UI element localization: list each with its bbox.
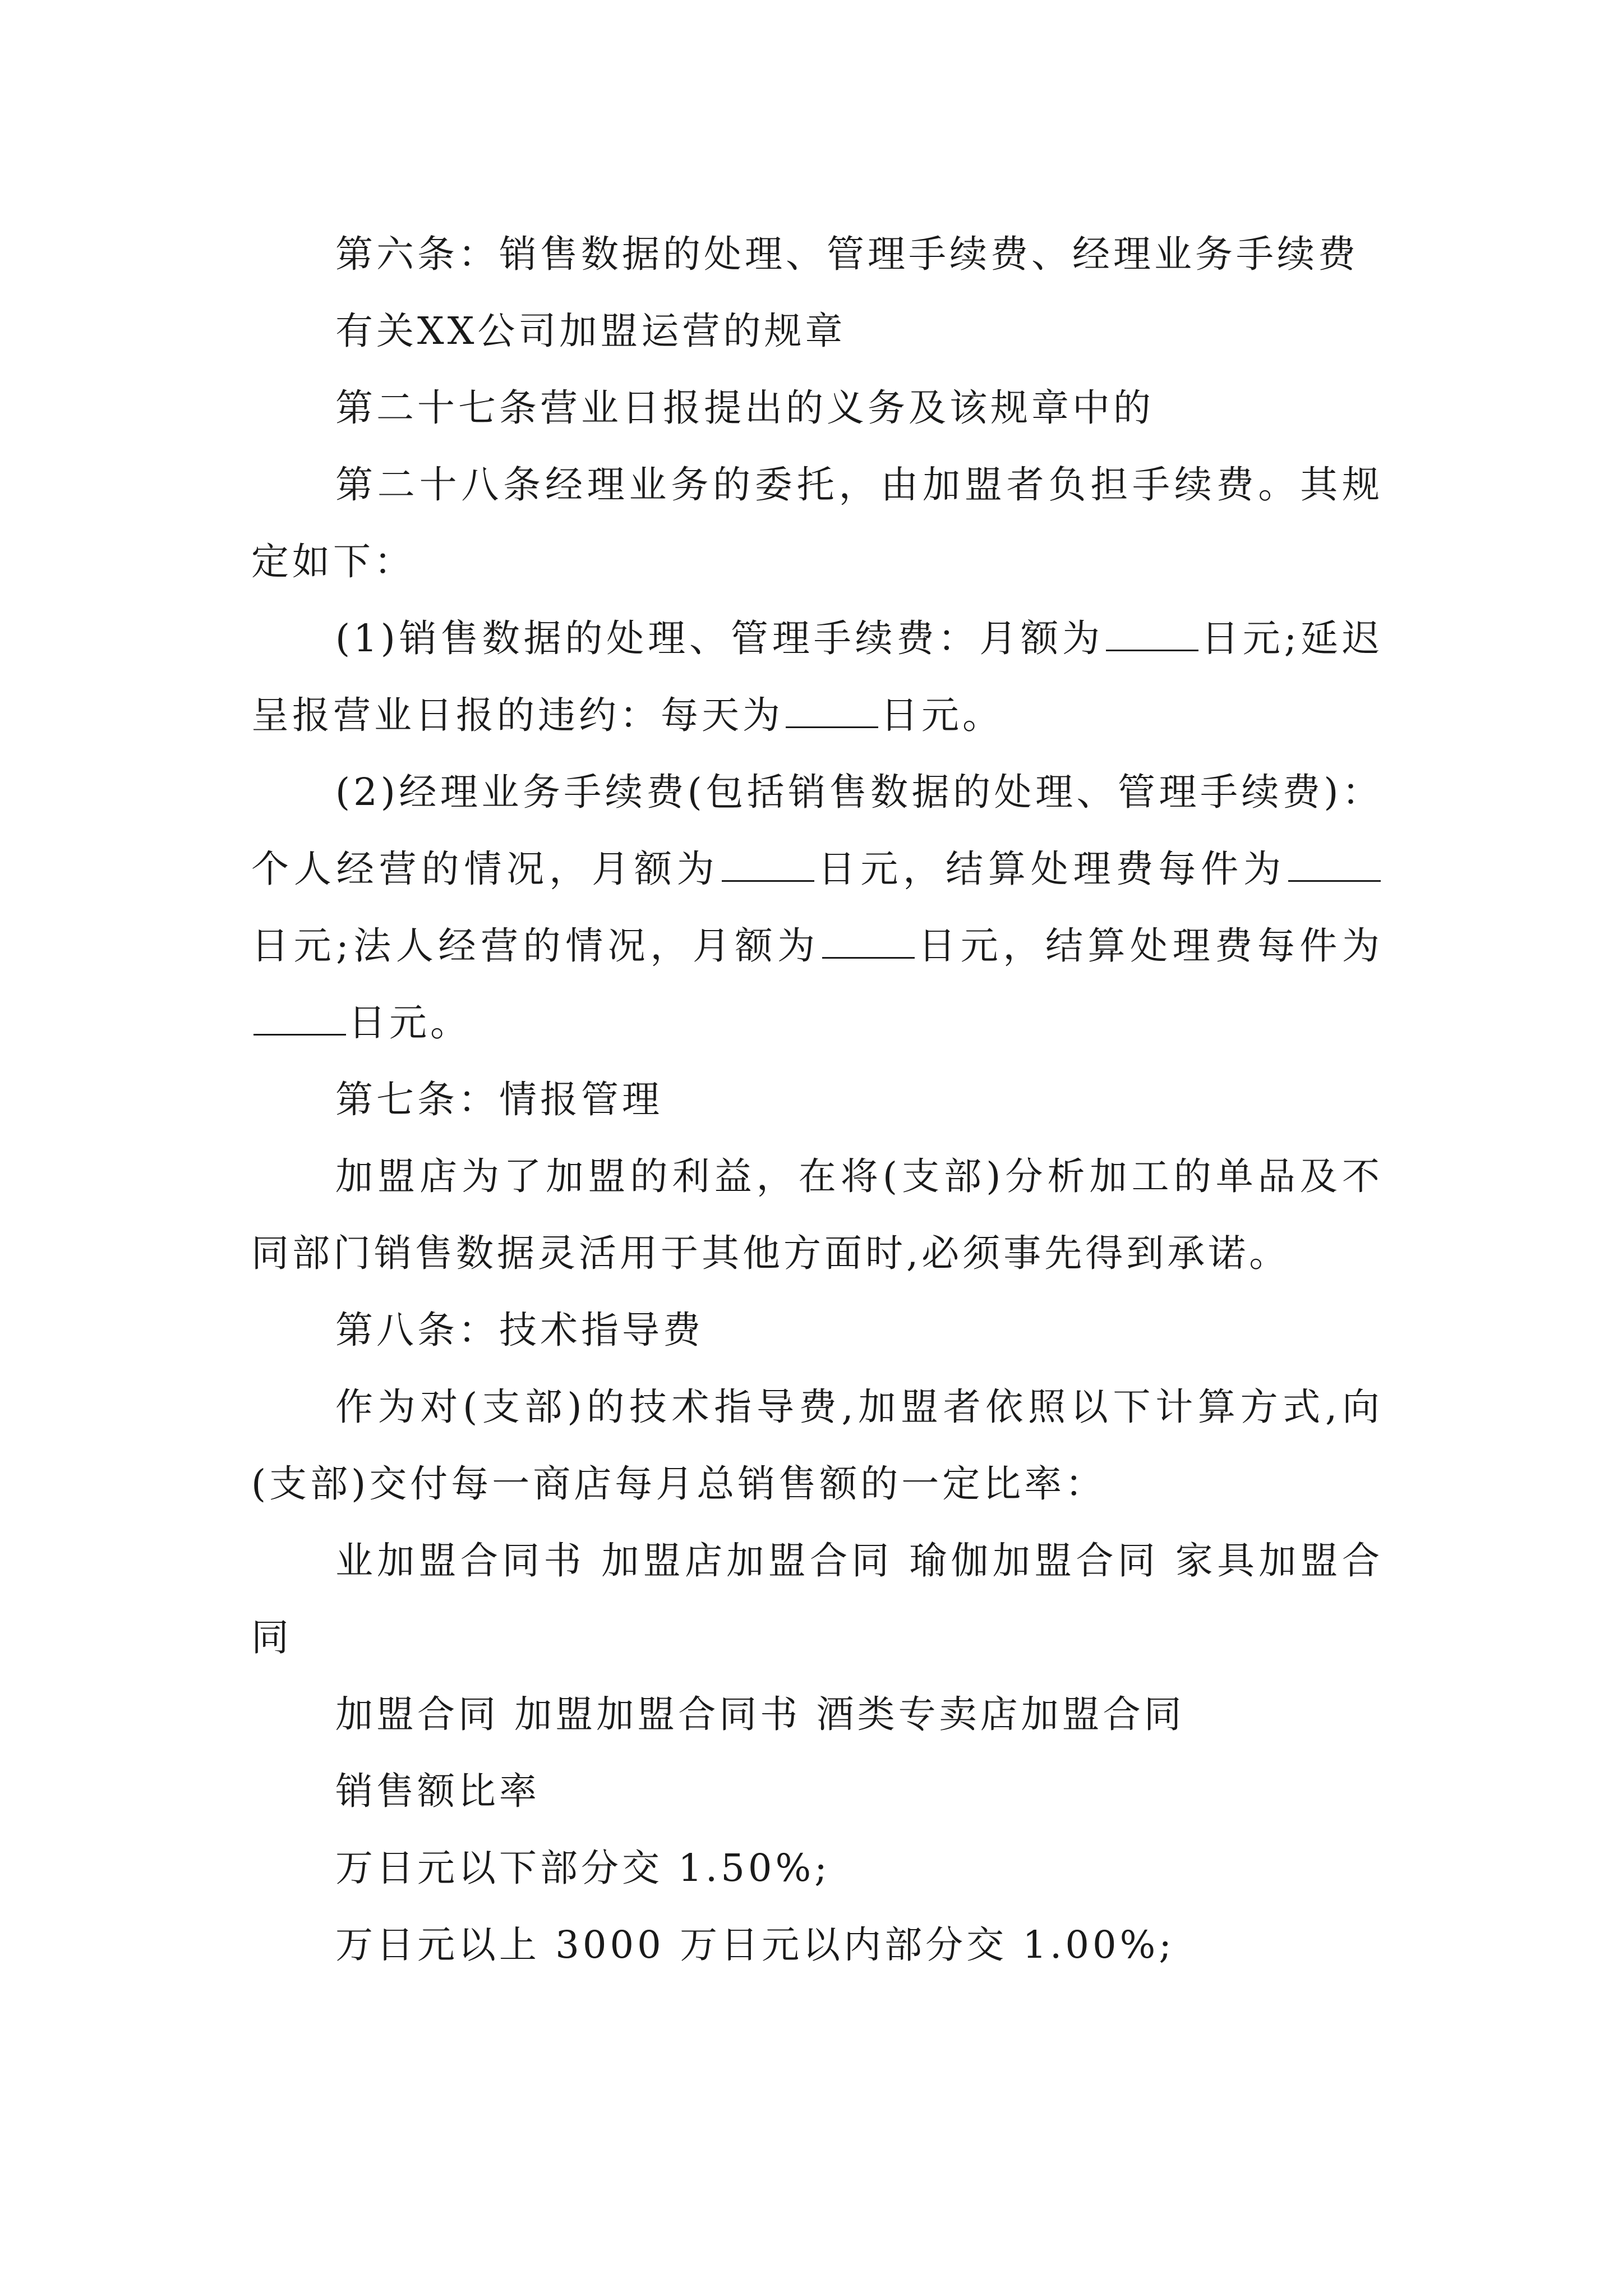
paragraph-article-7-body: 加盟店为了加盟的利益，在将(支部)分析加工的单品及不同部门销售数据灵活用于其他方面时,必须事先得到承诺。 (251, 1154, 1383, 1275)
paragraph-article-8-body: 作为对(支部)的技术指导费,加盟者依照以下计算方式,向(支部)交付每一商店每月总销售额的一定比率： (251, 1385, 1383, 1506)
paragraph-item-2: (2)经理业务手续费(包括销售数据的处理、管理手续费)：个人经营的情况，月额为 日元，结算处理费每件为日元;法人经营的情况，月额为 日元，结算处理费每件为日元。 (251, 770, 1384, 1045)
paragraph-regulation-title: 有关XX公司加盟运营的规章 (335, 309, 846, 353)
paragraph-rate-1: 万日元以下部分交 1.50%; (335, 1846, 831, 1890)
paragraph-rate-heading: 销售额比率 (335, 1769, 540, 1813)
fill-in-blank (253, 1001, 346, 1036)
fill-in-blank (1288, 848, 1381, 882)
fill-in-blank (822, 924, 915, 959)
fill-in-blank (722, 848, 814, 882)
paragraph-related-links-2: 加盟合同 加盟加盟合同书 酒类专卖店加盟合同 (335, 1692, 1185, 1736)
paragraph-item-1: (1)销售数据的处理、管理手续费：月额为 日元;延迟呈报营业日报的违约：每天为 日元。 (251, 616, 1384, 737)
fill-in-blank (1106, 617, 1198, 651)
document-body (251, 216, 1383, 1984)
paragraph-article-8-title: 第八条：技术指导费 (335, 1308, 704, 1352)
paragraph-article-28: 第二十八条经理业务的委托，由加盟者负担手续费。其规定如下： (251, 463, 1383, 583)
paragraph-related-links-1: 业加盟合同书 加盟店加盟合同 瑜伽加盟合同 家具加盟合同 (251, 1539, 1383, 1659)
paragraph-rate-2: 万日元以上 3000 万日元以内部分交 1.00%; (335, 1923, 1175, 1967)
fill-in-blank (786, 694, 878, 728)
paragraph-article-27: 第二十七条营业日报提出的义务及该规章中的 (335, 386, 1154, 430)
paragraph-article-7-title: 第七条：情报管理 (335, 1078, 663, 1121)
paragraph-article-6-title: 第六条：销售数据的处理、管理手续费、经理业务手续费 (335, 232, 1359, 276)
